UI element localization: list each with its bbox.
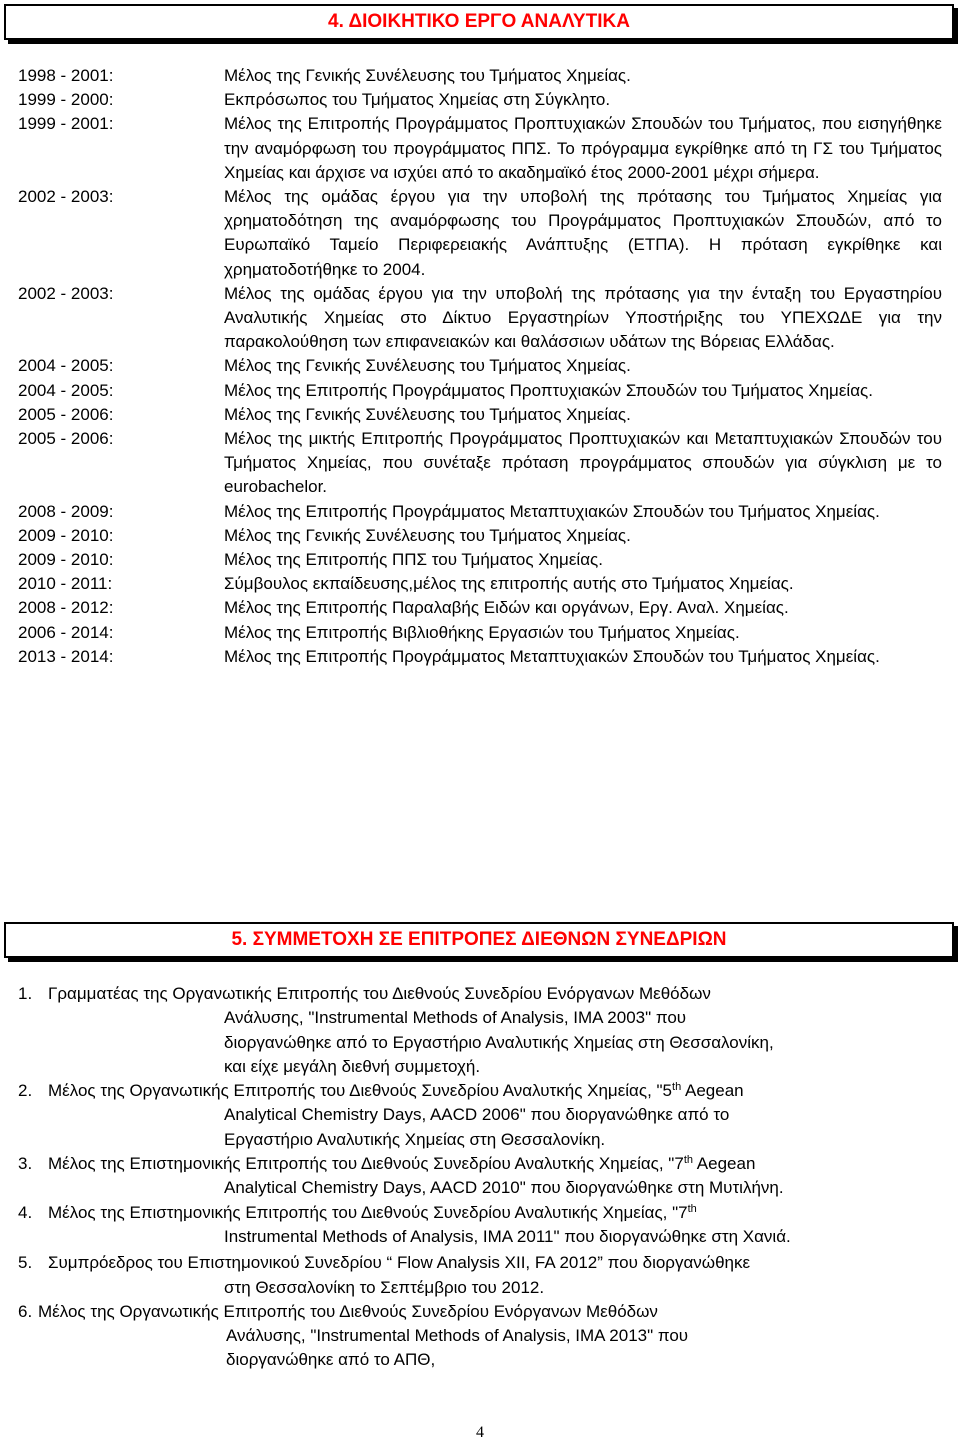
- ordinal-superscript: th: [687, 1202, 697, 1215]
- duty-row: [18, 64, 942, 88]
- duty-years: 2008 - 2009:: [18, 501, 114, 521]
- ordinal-superscript: th: [672, 1081, 682, 1094]
- duty-description: Μέλος της Επιτροπής Βιβλιοθήκης Εργασιών του Τμήματος Χημείας.: [224, 622, 740, 642]
- duty-row: [18, 524, 942, 548]
- duty-description: Μέλος της Επιτροπής Προγράμματος Μεταπτυχιακών Σπουδών του Τμήματος Χημείας.: [224, 501, 880, 521]
- duty-row: [18, 621, 942, 645]
- duty-years: 2005 - 2006:: [18, 429, 114, 449]
- committee-number: 3.: [18, 1154, 33, 1174]
- duty-years: 2005 - 2006:: [18, 404, 114, 424]
- committee-continuation-line: Ανάλυσης, "Instrumental Methods of Analysis, IMA 2013" που: [226, 1326, 689, 1346]
- committee-continuation-line: Ανάλυσης, "Instrumental Methods of Analysis, IMA 2003" που: [224, 1008, 687, 1028]
- committee-first-line: [0, 1201, 960, 1225]
- duty-description: Μέλος της Επιτροπής Παραλαβής Ειδών και οργάνων, Εργ. Αναλ. Χημείας.: [224, 598, 789, 618]
- committee-entry: [0, 1152, 960, 1201]
- committee-text: Μέλος της Επιστημονικής Επιτροπής του Διεθνούς Συνεδρίου Αναλυτικής Χημείας, "7: [48, 1202, 688, 1222]
- duty-description: Μέλος της Γενικής Συνέλευσης του Τμήματος Χημείας.: [224, 356, 631, 376]
- duty-description: Μέλος της μικτής Επιτροπής Προγράμματος Προπτυχιακών και Μεταπτυχιακών Σπουδών του Τμήματος Χημείας, που συνέταξε πρόταση προγράμματος σπουδών για σύγκλιση με το eurobachelor.: [224, 429, 942, 497]
- administrative-duties-list: [18, 64, 942, 669]
- committee-first-line: [0, 1079, 960, 1103]
- committee-text-end: Aegean: [681, 1081, 744, 1101]
- duty-description: Μέλος της Γενικής Συνέλευσης του Τμήματος Χημείας.: [224, 66, 631, 85]
- committee-text: Μέλος της Επιστημονικής Επιτροπής του Διεθνούς Συνεδρίου Αναλυτκής Χημείας, "7: [48, 1154, 684, 1174]
- committee-text: Μέλος της Οργανωτικής Επιτροπής του Διεθνούς Συνεδρίου Αναλυτκής Χημείας, "5: [48, 1081, 673, 1101]
- duty-description: Εκπρόσωπος του Τμήματος Χημείας στη Σύγκλητο.: [224, 90, 611, 110]
- duty-description: Μέλος της Γενικής Συνέλευσης του Τμήματος Χημείας.: [224, 404, 631, 424]
- duty-row: [18, 427, 942, 500]
- duty-row: [18, 572, 942, 596]
- duty-row: [18, 354, 942, 378]
- section-5-heading: [4, 922, 954, 958]
- committee-text: Συμπρόεδρος του Επιστημονικού Συνεδρίου “ Flow Analysis XII, FA 2012” που διοργανώθηκε: [48, 1253, 751, 1273]
- duty-years: 2002 - 2003:: [18, 283, 114, 303]
- duty-row: [18, 645, 942, 669]
- duty-description: Μέλος της Επιτροπής Προγράμματος Μεταπτυχιακών Σπουδών του Τμήματος Χημείας.: [224, 646, 880, 666]
- committee-number: 6.: [18, 1301, 33, 1321]
- duty-description: Μέλος της Επιτροπής Προγράμματος Προπτυχιακών Σπουδών του Τμήματος, που εισηγήθηκε την αναμόρφωση του προγράμματος ΠΠΣ. Το πρόγραμμα εγκρίθηκε από τη ΓΣ του Τμήματος Χημείας και άρχισε να ισχύει από το ακαδημαϊκό έτος 2000-2001 μέχρι σήμερα.: [224, 114, 942, 182]
- committee-number: 5.: [18, 1253, 33, 1273]
- duty-row: [18, 88, 942, 112]
- committee-continuation-line: Instrumental Methods of Analysis, IMA 2011" που διοργανώθηκε στη Χανιά.: [224, 1226, 791, 1246]
- duty-row: [18, 185, 942, 282]
- committee-entry: [0, 982, 960, 1079]
- duty-years: 2006 - 2014:: [18, 622, 114, 642]
- committee-text: Μέλος της Οργανωτικής Επιτροπής του Διεθνούς Συνεδρίου Ενόργανων Μεθόδων: [38, 1301, 658, 1321]
- duty-years: 2009 - 2010:: [18, 525, 114, 545]
- committee-number: 1.: [18, 984, 33, 1003]
- committee-continuation-line: και είχε μεγάλη διεθνή συμμετοχή.: [224, 1056, 481, 1076]
- committee-first-line: [0, 1251, 960, 1275]
- committee-entry: [0, 1251, 960, 1300]
- duty-years: 2004 - 2005:: [18, 380, 114, 400]
- committee-number: 4.: [18, 1202, 33, 1222]
- committee-entry: [0, 1201, 960, 1250]
- duty-years: 2009 - 2010:: [18, 550, 114, 570]
- duty-row: [18, 596, 942, 620]
- committee-continuation-line: στη Θεσσαλονίκη το Σεπτέμβριο του 2012.: [224, 1277, 545, 1297]
- ordinal-superscript: th: [683, 1154, 693, 1167]
- duty-row: [18, 403, 942, 427]
- page-number: 4: [476, 1424, 484, 1441]
- duty-description: Μέλος της Επιτροπής Προγράμματος Προπτυχιακών Σπουδών του Τμήματος Χημείας.: [224, 380, 873, 400]
- committee-continuation-line: διοργανώθηκε από το ΑΠΘ,: [226, 1350, 436, 1370]
- duty-years: 2008 - 2012:: [18, 598, 114, 618]
- committee-continuation-line: Analytical Chemistry Days, AACD 2010" που διοργανώθηκε στη Μυτιλήνη.: [224, 1178, 784, 1198]
- duty-years: 1999 - 2001:: [18, 114, 114, 134]
- committee-text: Γραμματέας της Οργανωτικής Επιτροπής του Διεθνούς Συνεδρίου Ενόργανων Μεθόδων: [48, 984, 711, 1003]
- committee-first-line: [0, 982, 960, 1006]
- duty-description: Μέλος της Επιτροπής ΠΠΣ του Τμήματος Χημείας.: [224, 550, 603, 570]
- committee-first-line: [0, 1300, 960, 1324]
- committee-continuation-line: Analytical Chemistry Days, AACD 2006" που διοργανώθηκε από το: [224, 1105, 730, 1125]
- duty-row: [18, 548, 942, 572]
- duty-years: 1998 - 2001:: [18, 66, 114, 85]
- committee-text-end: Aegean: [693, 1154, 756, 1174]
- duty-description: Μέλος της Γενικής Συνέλευσης του Τμήματος Χημείας.: [224, 525, 631, 545]
- duty-description: Μέλος της ομάδας έργου για την υποβολή της πρότασης του Τμήματος Χημείας για χρηματοδότηση της αναμόρφωσης του Προγράμματος Προπτυχιακών Σπουδών, από το Ευρωπαϊκό Ταμείο Περιφερειακής Ανάπτυξης (ΕΤΠΑ). Η πρόταση εγκρίθηκε και χρηματοδοτήθηκε το 2004.: [224, 187, 942, 279]
- duty-years: 2002 - 2003:: [18, 187, 114, 207]
- duty-row: [18, 282, 942, 355]
- duty-description: Σύμβουλος εκπαίδευσης,μέλος της επιτροπής αυτής στο Τμήματος Χημείας.: [224, 574, 794, 594]
- section-4-title: 4. ΔΙΟΙΚΗΤΙΚΟ ΕΡΓΟ ΑΝΑΛΥΤΙΚΑ: [328, 11, 630, 32]
- duty-row: [18, 112, 942, 185]
- conference-committees-list: [0, 982, 960, 1373]
- committee-entry: [0, 1079, 960, 1152]
- duty-description: Μέλος της ομάδας έργου για την υποβολή της πρότασης για την ένταξη του Εργαστηρίου Αναλυτικής Χημείας στο Δίκτυο Εργαστηρίων Υποστήριξης του ΥΠΕΧΩΔΕ για την παρακολούθηση των επιφανειακών και θαλάσσιων υδάτων της Βόρειας Ελλάδας.: [224, 283, 942, 352]
- duty-row: [18, 500, 942, 524]
- committee-first-line: [0, 1152, 960, 1176]
- committee-number: 2.: [18, 1081, 33, 1101]
- section-5-title: 5. ΣΥΜΜΕΤΟΧΗ ΣΕ ΕΠΙΤΡΟΠΕΣ ΔΙΕΘΝΩΝ ΣΥΝΕΔΡΙΩΝ: [231, 929, 727, 950]
- committee-entry: [0, 1300, 960, 1373]
- duty-row: [18, 379, 942, 403]
- committee-continuation-line: Εργαστήριο Αναλυτικής Χημείας στη Θεσσαλονίκη.: [224, 1129, 606, 1149]
- committee-continuation-line: διοργανώθηκε από το Εργαστήριο Αναλυτικής Χημείας στη Θεσσαλονίκη,: [224, 1032, 774, 1052]
- duty-years: 2010 - 2011:: [18, 574, 113, 594]
- duty-years: 1999 - 2000:: [18, 90, 114, 110]
- duty-years: 2004 - 2005:: [18, 356, 114, 376]
- duty-years: 2013 - 2014:: [18, 646, 114, 666]
- section-4-heading: [4, 4, 954, 40]
